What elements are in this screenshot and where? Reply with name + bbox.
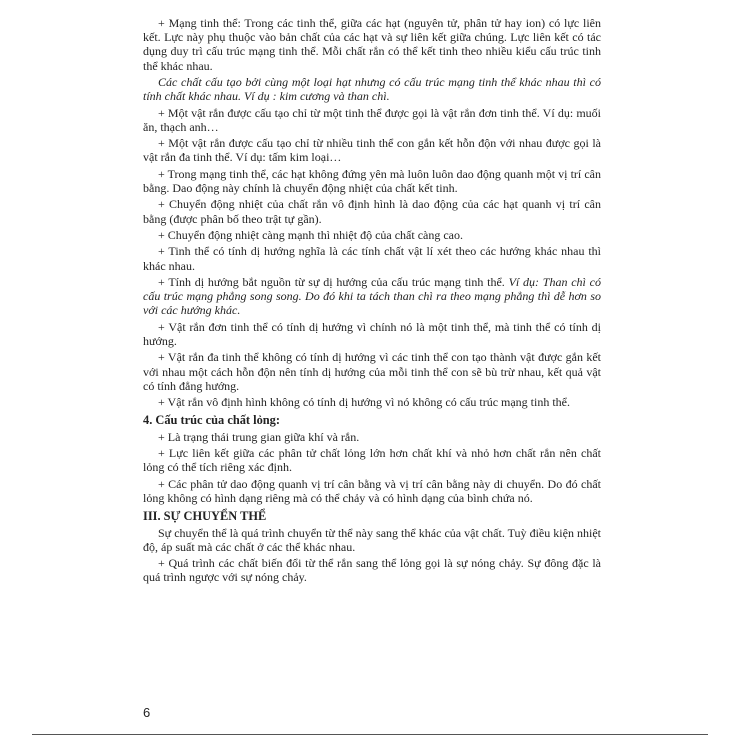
paragraph: Sự chuyển thể là quá trình chuyển từ thể này sang thể khác của vật chất. Tuỳ điều kiện nhiệt độ, áp suất mà các chất ở các thể khác nhau.	[143, 525, 601, 554]
footer-rule	[32, 734, 708, 735]
paragraph: + Trong mạng tinh thể, các hạt không đứng yên mà luôn luôn dao động quanh một vị trí cân bằng. Dao động này chính là chuyển động nhiệt của chất kết tinh.	[143, 166, 601, 195]
paragraph: + Mạng tinh thể: Trong các tinh thể, giữa các hạt (nguyên tử, phân tử hay ion) có lực liên kết. Lực này phụ thuộc vào bản chất của các hạt và sự liên kết giữa chúng. Lực liên kết có tác dụng duy trì cấu trúc mạng tinh thể. Mỗi chất rắn có thể kết tinh theo nhiều kiểu cấu trúc tinh thể khác nhau.	[143, 16, 601, 73]
example-text: Ví dụ: Than chì có cấu trúc mạng phẳng song song. Do đó khi ta tách than chì ra theo mạng phẳng thì dễ hơn so với các hướng khác.	[143, 274, 601, 318]
paragraph: + Chuyển động nhiệt của chất rắn vô định hình là dao động của các hạt quanh vị trí cân bằng (được phân bố theo trật tự gần).	[143, 197, 601, 226]
page-number: 6	[143, 705, 151, 720]
page-body	[143, 16, 601, 587]
paragraph: + Là trạng thái trung gian giữa khí và rắn.	[158, 429, 360, 444]
section-heading: 4. Cấu trúc của chất lỏng:	[143, 413, 280, 428]
paragraph-text: + Tính dị hướng bắt nguồn từ sự dị hướng của cấu trúc mạng tinh thể.	[158, 274, 509, 289]
paragraph: + Các phân tử dao động quanh vị trí cân bằng và vị trí cân bằng này di chuyển. Do đó chất lỏng không có hình dạng riêng mà có thể chảy và có hình dạng của bình chứa nó.	[143, 476, 601, 505]
paragraph: + Một vật rắn được cấu tạo chỉ từ nhiều tinh thể con gắn kết hỗn độn với nhau được gọi là vật rắn đa tinh thể. Ví dụ: tấm kim loại…	[143, 136, 601, 165]
paragraph: + Vật rắn vô định hình không có tính dị hướng vì nó không có cấu trúc mạng tinh thể.	[158, 395, 571, 410]
paragraph: Các chất cấu tạo bởi cùng một loại hạt nhưng có cấu trúc mạng tinh thể khác nhau thì có tính chất khác nhau. Ví dụ : kim cương và than chì.	[143, 75, 601, 104]
paragraph: + Tinh thể có tính dị hướng nghĩa là các tính chất vật lí xét theo các hướng khác nhau thì khác nhau.	[143, 244, 601, 273]
paragraph: + Chuyển động nhiệt càng mạnh thì nhiệt độ của chất càng cao.	[158, 227, 464, 242]
paragraph	[143, 275, 601, 318]
section-heading: III. SỰ CHUYỂN THỂ	[143, 509, 267, 524]
paragraph: + Một vật rắn được cấu tạo chỉ từ một tinh thể được gọi là vật rắn đơn tinh thể. Ví dụ: muối ăn, thạch anh…	[143, 105, 601, 134]
paragraph: + Vật rắn đơn tinh thể có tính dị hướng vì chính nó là một tinh thể, mà tinh thể có tính dị hướng.	[143, 319, 601, 348]
paragraph: + Quá trình các chất biến đổi từ thể rắn sang thể lỏng gọi là sự nóng chảy. Sự đông đặc là quá trình ngược với sự nóng chảy.	[143, 556, 601, 585]
paragraph: + Lực liên kết giữa các phân tử chất lỏng lớn hơn chất khí và nhỏ hơn chất rắn nên chất lỏng có thể tích riêng xác định.	[143, 446, 601, 475]
paragraph: + Vật rắn đa tinh thể không có tính dị hướng vì các tinh thể con tạo thành vật được gắn kết với nhau một cách hỗn độn nên tính dị hướng của mỗi tinh thể con sẽ bù trừ nhau, kết quả vật có tính đẳng hướng.	[143, 350, 601, 393]
